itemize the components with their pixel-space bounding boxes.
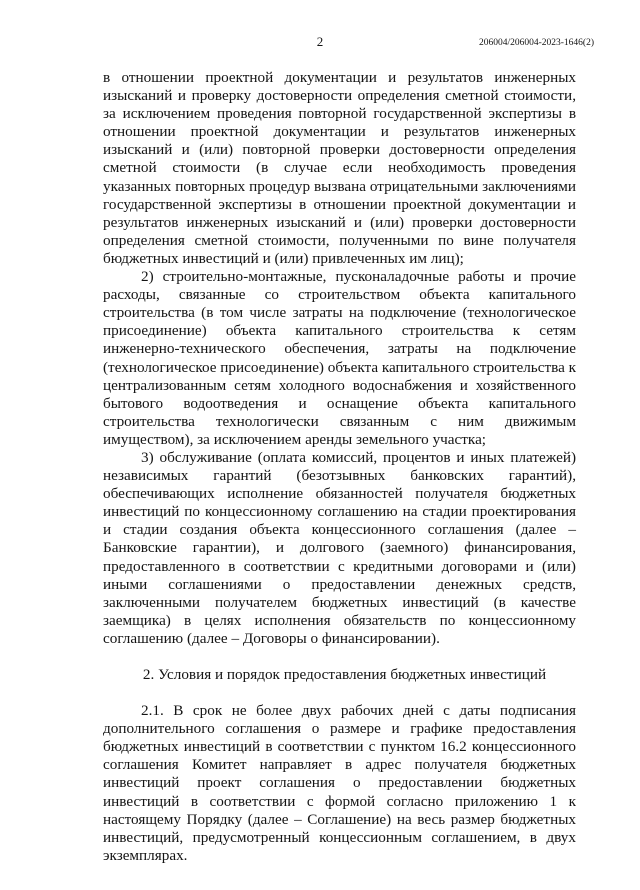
document-id: 206004/206004-2023-1646(2) (478, 38, 594, 48)
document-body (103, 69, 576, 865)
paragraph-item-2: 2) строительно-монтажные, пусконаладочные работы и прочие расходы, связанные со строительством объекта капитального строительства (в том числе затраты на подключение (технологическое присоединение) объекта капитального строительства к сетям инженерно-технического обеспечения, затраты на подключение (технологическое присоединение) объекта капитального строительства к централизованным сетям холодного водоснабжения и хозяйственного бытового водоотведения и оснащение объекта капитального строительства технологически связанным с ним движимым имуществом), за исключением аренды земельного участка; (103, 268, 576, 448)
section-heading: 2. Условия и порядок предоставления бюджетных инвестиций (142, 666, 547, 683)
paragraph-item-3: 3) обслуживание (оплата комиссий, процентов и иных платежей) независимых гарантий (безотзывных банковских гарантий), обеспечивающих исполнение обязанностей получателя бюджетных инвестиций по концессионному соглашению на стадии проектирования и стадии создания объекта концессионного соглашения (далее – Банковские гарантии), и долгового (заемного) финансирования, предоставленного в соответствии с кредитными договорами и (или) иными соглашениями о предоставлении денежных средств, заключенными получателем бюджетных инвестиций (в качестве заемщика) в целях исполнения обязательств по концессионному соглашению (далее – Договоры о финансировании). (103, 448, 576, 647)
paragraph-2-1: 2.1. В срок не более двух рабочих дней с даты подписания дополнительного соглашения о размере и графике предоставления бюджетных инвестиций в соответствии с пунктом 16.2 концессионного соглашения Комитет направляет в адрес получателя бюджетных инвестиций проект соглашения о предоставлении бюджетных инвестиций в соответствии с формой согласно приложению 1 к настоящему Порядку (далее – Соглашение) на весь размер бюджетных инвестиций, предусмотренный концессионным соглашением, в двух экземплярах. (103, 702, 576, 864)
page-number: 2 (316, 34, 324, 49)
paragraph-continuation: в отношении проектной документации и результатов инженерных изысканий и проверку достоверности определения сметной стоимости, за исключением проведения повторной государственной экспертизы в отношении проектной документации и результатов инженерных изысканий и (или) повторной проверки достоверности определения сметной стоимости (в случае если необходимость проведения указанных повторных процедур вызвана отрицательными заключениями государственной экспертизы в отношении проектной документации и результатов инженерных изысканий и (или) проверки достоверности определения сметной стоимости, полученными по вине получателя бюджетных инвестиций и (или) привлеченных им лиц); (103, 69, 576, 267)
